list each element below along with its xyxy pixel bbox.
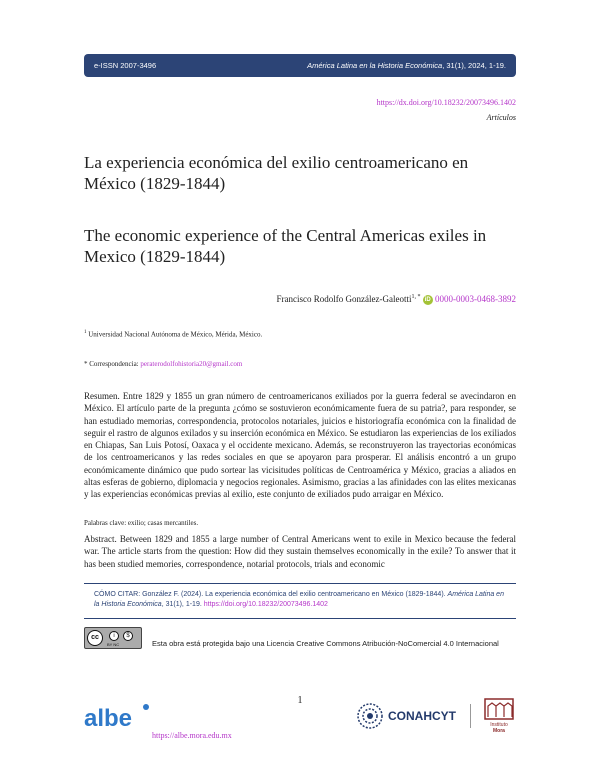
correspondence [84,360,242,368]
conahcyt-logo[interactable]: CONAHCYT [388,709,456,723]
cc-license-badge[interactable] [84,627,142,649]
orcid-link[interactable]: 0000-0003-0468-3892 [435,294,516,304]
cite-prefix: CÓMO CITAR: González F. (2024). La experiencia económica del exilio centroamericano en México (1829-1844). [94,591,448,598]
doi-link[interactable]: https://dx.doi.org/10.18232/20073496.1402 [376,98,516,107]
journal-banner [84,54,516,77]
instituto-mora-logo[interactable] [482,697,516,735]
license-text: Esta obra está protegida bajo una Licencia Creative Commons Atribución-NoComercial 4.0 Internacional [152,639,499,648]
cc-badge-label: BY NC [107,642,120,647]
mora-line2: Mora [493,728,505,734]
affiliation [84,330,262,338]
journal-citation [307,61,506,70]
correspondence-email[interactable]: peraterodolfohistoria20@gmail.com [140,360,243,368]
keywords: Palabras clave: exilio; casas mercantiles. [84,519,199,527]
conahcyt-emblem-icon [356,702,384,730]
cc-icon: cc [87,630,103,646]
abstract-spanish: Resumen. Entre 1829 y 1855 un gran número de centroamericanos exiliados por la guerra federal se avecindaron en México. El artículo parte de la pregunta ¿cómo se sostuvieron económicamente fuera de su patria?, para responder, se han estudiado memorias, correspondencia, protocolos notariales, juicios e historiografía económica con la finalidad de seguir el rastro de algunos exilados y su inserción económica en México. Se estudiaron las experiencias de los exiliados en Chiapas, San Luis Potosí, Oaxaca y el occidente mexicano. Además, se reconstruyeron las trayectorias económicas de los centroamericanos y las redes sociales en que se apoyaron para prosperar. El análisis encontró a un grupo económicamente dinámico que pudo sortear las vicisitudes políticas de Centroamérica y México, gracias a aliados en altas esferas de gobierno, diplomacia y negocios regionales. Asimismo, gracias a las afinidades con las elites mexicanas y las experiencias económicas previas al exilio, este conjunto de exiliados pudo arraigar en México. [84,391,516,500]
author-sup: 1, * [411,294,421,300]
nc-icon: $ [123,631,133,641]
title-english: The economic experience of the Central Americas exiles in Mexico (1829-1844) [84,226,487,266]
correspondence-label: * Correspondencia: [84,360,139,368]
logo-divider [470,704,471,728]
author-name: Francisco Rodolfo González-Galeotti [276,294,412,304]
title-spanish: La experiencia económica del exilio centroamericano en México (1829-1844) [84,153,469,193]
journal-volume: , 31(1), 2024, 1-19. [442,61,506,70]
section-label: Artículos [486,113,516,122]
by-icon: i [109,631,119,641]
albe-logo-text: albe [84,705,133,730]
orcid-icon[interactable]: iD [424,296,431,303]
cite-journal: América Latina en la Historia Económica [94,591,504,608]
author-line [277,294,516,305]
cite-suffix: , 31(1), 1-19. [161,601,204,608]
mora-line1: Instituto [490,722,508,728]
affiliation-sup: 1 [84,330,87,335]
cite-url[interactable]: https://doi.org/10.18232/20073496.1402 [203,601,328,608]
page-number: 1 [297,695,303,706]
issn-label: e-ISSN 2007-3496 [94,61,157,70]
albe-url[interactable]: https://albe.mora.edu.mx [152,731,232,740]
journal-name: América Latina en la Historia Económica [307,61,443,70]
albe-logo[interactable] [84,702,154,730]
affiliation-text: Universidad Nacional Autónoma de México, Mérida, México. [88,330,263,339]
abstract-english: Abstract. Between 1829 and 1855 a large number of Central Americans went to exile in Mexico because the federal war. The article starts from the question: How did they sustain themselves economically in the exile? To answer that it has been studied memories, correspondence, notarial protocols, trials and economic [84,534,516,569]
how-to-cite-box [84,583,516,619]
